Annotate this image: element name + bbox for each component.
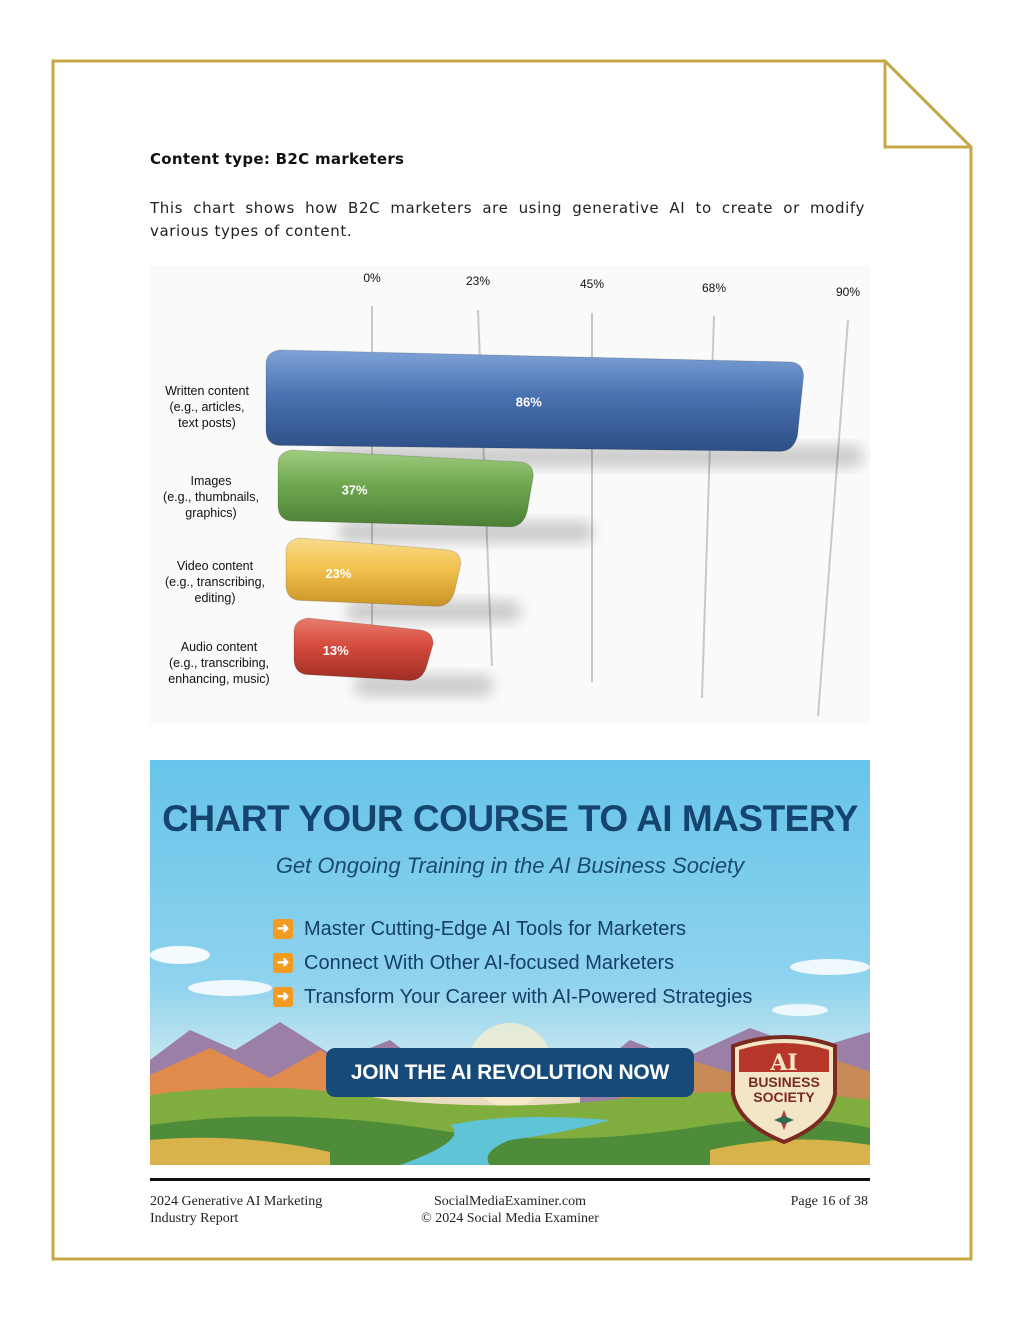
category-label: graphics) — [185, 506, 237, 520]
footer-report-title — [150, 1193, 322, 1227]
x-tick-label: 45% — [579, 277, 605, 291]
footer-page-number: Page 16 of 38 — [790, 1194, 868, 1209]
footer-site — [380, 1193, 640, 1227]
bar — [286, 538, 461, 606]
promo-banner[interactable] — [150, 760, 870, 1165]
category-label: text posts) — [178, 416, 236, 430]
bar-value-label: 37% — [341, 482, 368, 498]
x-tick-label: 90% — [835, 285, 861, 299]
footer-copyright: © 2024 Social Media Examiner — [421, 1211, 599, 1226]
logo-line1: AI — [770, 1050, 798, 1076]
footer-left-line2: Industry Report — [150, 1211, 239, 1226]
footer-rule — [150, 1178, 870, 1181]
list-item — [273, 912, 752, 946]
arrow-right-icon: ➜ — [273, 953, 293, 973]
bar — [294, 618, 433, 680]
category-label: Written content — [165, 384, 249, 398]
join-now-button[interactable]: JOIN THE AI REVOLUTION NOW — [326, 1048, 694, 1097]
x-tick-label: 23% — [465, 274, 491, 288]
category-label: (e.g., transcribing, — [164, 575, 266, 589]
ai-business-society-logo — [725, 1032, 843, 1144]
bar-value-label: 13% — [322, 643, 349, 659]
banner-subtitle: Get Ongoing Training in the AI Business Society — [275, 853, 745, 878]
arrow-right-icon: ➜ — [273, 987, 293, 1007]
arrow-right-icon: ➜ — [273, 919, 293, 939]
section-heading: Content type: B2C marketers — [150, 150, 405, 168]
bar-value-label: 23% — [325, 566, 352, 582]
grid-line — [818, 320, 848, 716]
logo-line2: BUSINESS — [748, 1074, 820, 1090]
intro-paragraph: This chart shows how B2C marketers are using generative AI to create or modify various types of content. — [150, 199, 865, 240]
list-item-label: Master Cutting-Edge AI Tools for Marketers — [304, 917, 687, 940]
category-label: Audio content — [180, 640, 258, 654]
x-tick-label: 0% — [363, 271, 381, 285]
banner-title: CHART YOUR COURSE TO AI MASTERY — [162, 798, 858, 839]
category-label: Video content — [176, 559, 254, 573]
benefit-list — [273, 912, 752, 1014]
list-item — [273, 946, 752, 980]
list-item-label: Transform Your Career with AI-Powered Strategies — [304, 985, 753, 1008]
chart-canvas — [150, 266, 870, 724]
footer-left-line1: 2024 Generative AI Marketing — [150, 1194, 323, 1209]
category-label: (e.g., articles, — [169, 400, 245, 414]
bar — [278, 450, 533, 527]
bar-chart — [150, 266, 870, 724]
category-label: enhancing, music) — [168, 672, 270, 686]
category-label: editing) — [194, 591, 236, 605]
category-label: (e.g., thumbnails, — [163, 490, 259, 504]
category-label: Images — [190, 474, 232, 488]
category-label: (e.g., transcribing, — [168, 656, 270, 670]
logo-line3: SOCIETY — [753, 1089, 815, 1105]
list-item — [273, 980, 752, 1014]
x-tick-label: 68% — [701, 281, 727, 295]
footer-site-link[interactable]: SocialMediaExaminer.com — [433, 1194, 586, 1209]
list-item-label: Connect With Other AI-focused Marketers — [304, 951, 675, 974]
bar-value-label: 86% — [515, 394, 542, 410]
